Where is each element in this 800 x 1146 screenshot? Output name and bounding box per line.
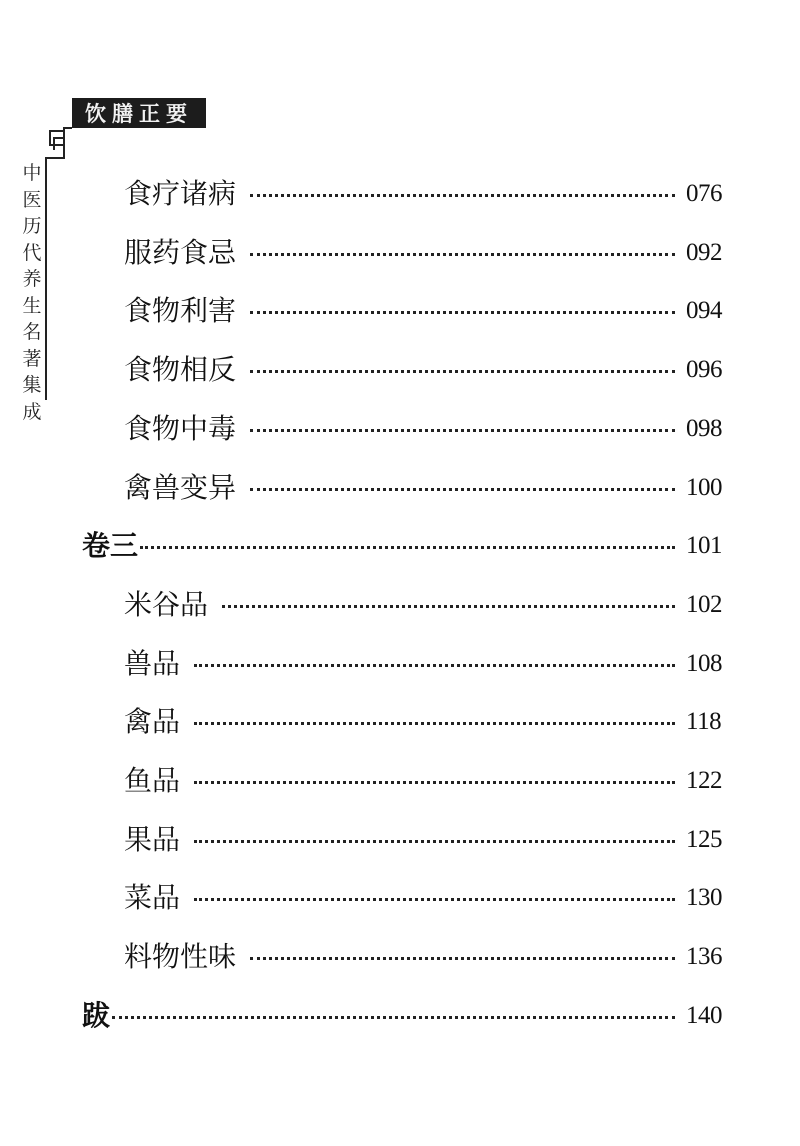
toc-entry-title: 果品 bbox=[124, 822, 181, 856]
toc-entry-page-number: 122 bbox=[686, 767, 722, 794]
toc-entry[interactable] bbox=[0, 468, 800, 508]
series-char: 历 bbox=[22, 215, 42, 237]
toc-entry-title: 鱼品 bbox=[124, 764, 181, 797]
toc-entry-title: 跋 bbox=[82, 998, 111, 1032]
toc-entry[interactable] bbox=[0, 761, 800, 801]
toc-entry-title: 食疗诸病 bbox=[124, 177, 237, 210]
toc-entry-page-number: 092 bbox=[686, 238, 722, 266]
series-char: 养 bbox=[22, 268, 42, 290]
toc-leader-dots bbox=[250, 350, 675, 390]
toc-leader-dots bbox=[250, 409, 675, 449]
toc-entry[interactable] bbox=[0, 233, 800, 273]
toc-entry-title: 禽兽变异 bbox=[124, 470, 237, 504]
toc-entry[interactable] bbox=[0, 937, 800, 977]
toc-entry-page-number: 101 bbox=[686, 532, 722, 560]
toc-entry[interactable] bbox=[0, 350, 800, 390]
toc-leader-dots bbox=[140, 526, 675, 566]
toc-entry[interactable] bbox=[0, 585, 800, 625]
toc-entry-title: 菜品 bbox=[124, 881, 181, 915]
toc-entry-page-number: 108 bbox=[686, 649, 722, 677]
toc-entry-page-number: 098 bbox=[686, 414, 722, 442]
toc-entry[interactable] bbox=[0, 702, 800, 742]
toc-entry-page-number: 102 bbox=[686, 590, 722, 618]
toc-entry-title: 食物利害 bbox=[124, 294, 237, 328]
series-char: 医 bbox=[22, 188, 42, 211]
toc-entry[interactable] bbox=[0, 409, 800, 449]
series-char: 集 bbox=[22, 374, 42, 396]
toc-entry-title: 米谷品 bbox=[124, 587, 209, 621]
series-char: 著 bbox=[22, 347, 42, 370]
toc-leader-dots bbox=[222, 585, 675, 625]
toc-leader-dots bbox=[250, 174, 675, 214]
toc-leader-dots bbox=[194, 761, 675, 801]
toc-entry-title: 食物相反 bbox=[124, 353, 237, 387]
toc-entry[interactable] bbox=[0, 174, 800, 214]
toc-entry[interactable] bbox=[0, 291, 800, 331]
toc-leader-dots bbox=[194, 820, 675, 860]
toc-entry-title: 食物中毒 bbox=[124, 411, 237, 445]
series-char: 生 bbox=[22, 294, 42, 317]
toc-entry-page-number: 100 bbox=[686, 473, 722, 501]
toc-entry[interactable] bbox=[0, 878, 800, 918]
toc-leader-dots bbox=[194, 644, 675, 684]
toc-entry-page-number: 118 bbox=[686, 708, 722, 736]
toc-entry-page-number: 125 bbox=[686, 825, 722, 853]
series-char: 中 bbox=[22, 162, 42, 184]
toc-leader-dots bbox=[250, 468, 675, 508]
toc-entry-title: 料物性味 bbox=[124, 940, 237, 974]
toc-entry-page-number: 136 bbox=[686, 943, 722, 971]
toc-entry-page-number: 130 bbox=[686, 884, 722, 912]
toc-leader-dots bbox=[194, 878, 675, 918]
toc-entry-title: 兽品 bbox=[124, 646, 181, 680]
toc-entry[interactable] bbox=[0, 644, 800, 684]
toc-leader-dots bbox=[112, 996, 675, 1036]
series-char: 名 bbox=[22, 321, 42, 343]
toc-leader-dots bbox=[194, 702, 675, 742]
toc-entry-title: 卷三 bbox=[82, 529, 139, 563]
series-char: 成 bbox=[22, 400, 42, 423]
toc-entry-page-number: 140 bbox=[686, 1001, 722, 1029]
toc-leader-dots bbox=[250, 291, 675, 331]
toc-entry-page-number: 076 bbox=[686, 180, 722, 207]
toc-entry[interactable] bbox=[0, 820, 800, 860]
toc-entry-title: 禽品 bbox=[124, 705, 181, 739]
toc-entry-page-number: 096 bbox=[686, 356, 722, 384]
series-char: 代 bbox=[22, 241, 42, 264]
toc-entry-page-number: 094 bbox=[686, 297, 722, 325]
book-title-badge: 饮膳正要 bbox=[72, 98, 206, 128]
toc-leader-dots bbox=[250, 233, 675, 273]
toc-entry[interactable] bbox=[0, 526, 800, 566]
toc-leader-dots bbox=[250, 937, 675, 977]
toc-entry-title: 服药食忌 bbox=[124, 235, 237, 269]
toc-entry[interactable] bbox=[0, 996, 800, 1036]
